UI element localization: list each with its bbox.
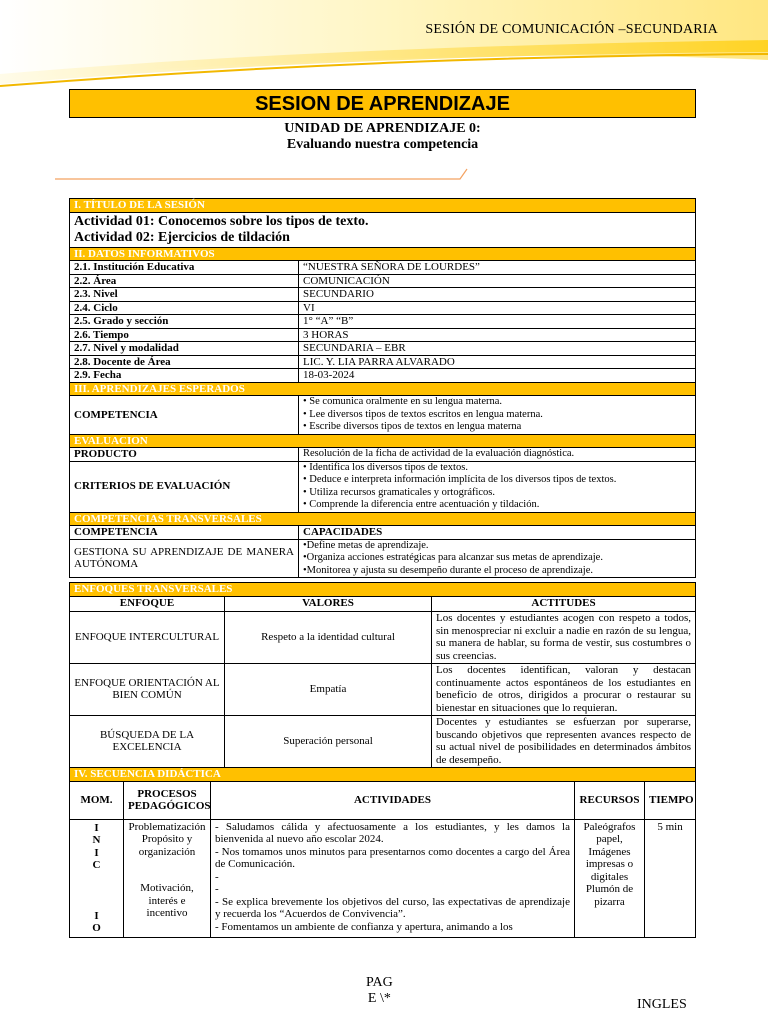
competencia-item: • Lee diversos tipos de textos escritos en lengua materna. [303, 408, 543, 420]
enfoques-table [69, 582, 696, 768]
secuencia-table [69, 767, 696, 938]
competencia-item: • Escribe diversos tipos de textos en lengua materna [303, 421, 522, 432]
unit-line-2: Evaluando nuestra competencia [286, 137, 479, 152]
recursos-cell: Paleógrafos papel, Imágenes impresas o digitales Plumón de pizarra [575, 819, 645, 937]
info-row: 2.3. Nivel SECUNDARIO [70, 288, 696, 302]
section-titulo: I. TÍTULO DE LA SESIÓN [70, 199, 696, 213]
criterios-label: CRITERIOS DE EVALUACIÓN [70, 461, 299, 512]
mom-cell: I N I C I O [70, 819, 124, 937]
tiempo-cell: 5 min [645, 819, 696, 937]
actividad-item: - [215, 870, 219, 883]
section-transversales: COMPETENCIAS TRANSVERSALES [70, 512, 696, 526]
enfoque-row: BÚSQUEDA DE LA EXCELENCIA Superación personal Docentes y estudiantes se esfuerzan por superarse, buscando objetivos que representen avances respecto de su actual nivel de posibilidades en determinados ámbitos de desempeño. [70, 715, 696, 767]
criterio-item: • Identifica los diversos tipos de textos. [303, 461, 468, 473]
enfoque-row: ENFOQUE ORIENTACIÓN AL BIEN COMÚN Empatía Los docentes identifican, valoran y destacan continuamente actos espontáneos de los estudiantes en beneficio de otros, dirigidos a procurar o restaurar su bienestar en situaciones que lo requieran. [70, 663, 696, 715]
criterio-item: • Comprende la diferencia entre acentuación y tildación. [303, 499, 540, 510]
section-aprendizajes: III. APRENDIZAJES ESPERADOS [70, 382, 696, 396]
capacidad-item: •Organiza acciones estratégicas para alcanzar sus metas de aprendizaje. [303, 552, 603, 563]
header-actividades: ACTIVIDADES [211, 781, 575, 819]
competencia-item: • Se comunica oralmente en su lengua materna. [303, 396, 503, 407]
header-recursos: RECURSOS [575, 781, 645, 819]
proceso-item: Propósito y organización [138, 833, 196, 858]
procesos-cell [124, 819, 211, 937]
info-row: 2.2. Área COMUNICACIÓN [70, 274, 696, 288]
transversal-col1: COMPETENCIA [70, 526, 299, 540]
activity-1: Actividad 01: Conocemos sobre los tipos de texto. [74, 213, 369, 229]
criterio-item: • Deduce e interpreta información implícita de los diversos tipos de textos. [303, 474, 617, 485]
proceso-item: Motivación, interés e incentivo [140, 882, 194, 919]
enfoques-header: ENFOQUE [70, 596, 225, 611]
info-row: 2.8. Docente de Área LIC. Y. LIA PARRA ALVARADO [70, 355, 696, 369]
header-mom: MOM. [70, 781, 124, 819]
actividad-item: - Saludamos cálida y afectuosamente a los estudiantes, y les damos la bienvenida al nuevo año escolar 2024. [215, 820, 570, 845]
enfoques-header: VALORES [225, 596, 432, 611]
competencia-label: COMPETENCIA [70, 396, 299, 435]
section-datos: II. DATOS INFORMATIVOS [70, 247, 696, 261]
producto-label: PRODUCTO [70, 448, 299, 462]
header-procesos: PROCESOS PEDAGÓGICOS [124, 781, 211, 819]
section-enfoques: ENFOQUES TRANSVERSALES [70, 583, 696, 597]
enfoques-header: ACTITUDES [432, 596, 696, 611]
actividad-item: - Fomentamos un ambiente de confianza y apertura, animando a los [215, 920, 513, 933]
footer-right-text: INGLES [637, 997, 687, 1012]
session-table [69, 198, 696, 578]
transversal-col2: CAPACIDADES [299, 526, 696, 540]
actividad-item: - Se explica brevemente los objetivos del curso, las expectativas de aprendizaje y recuerda los “Acuerdos de Convivencia”. [215, 895, 570, 920]
info-row: 2.1. Institución Educativa “NUESTRA SEÑORA DE LOURDES” [70, 261, 696, 275]
header-decoration [0, 0, 768, 88]
info-row: 2.7. Nivel y modalidad SECUNDARIA – EBR [70, 342, 696, 356]
capacidad-item: •Monitorea y ajusta su desempeño durante el proceso de aprendizaje. [303, 564, 593, 576]
section-evaluacion: EVALUACION [70, 434, 696, 448]
actividades-cell [211, 819, 575, 937]
info-row: 2.9. Fecha 18-03-2024 [70, 369, 696, 383]
capacidad-item: •Define metas de aprendizaje. [303, 539, 429, 551]
transversal-competencia: GESTIONA SU APRENDIZAJE DE MANERA AUTÓNOMA [70, 539, 299, 578]
header-tiempo: TIEMPO [645, 781, 696, 819]
header-text: SESIÓN DE COMUNICACIÓN –SECUNDARIA [425, 22, 718, 37]
header-swoosh [0, 0, 768, 88]
separator-line [55, 162, 475, 184]
activity-2: Actividad 02: Ejercicios de tildación [74, 229, 290, 245]
section-secuencia: IV. SECUENCIA DIDÁCTICA [70, 768, 696, 782]
producto-value: Resolución de la ficha de actividad de la evaluación diagnóstica. [299, 448, 696, 462]
info-row: 2.4. Ciclo VI [70, 301, 696, 315]
actividad-item: - Nos tomamos unos minutos para presentarnos como docentes a cargo del Área de Comunicación. [215, 845, 570, 870]
enfoque-row: ENFOQUE INTERCULTURAL Respeto a la identidad cultural Los docentes y estudiantes acogen con respeto a todos, sin menospreciar ni excluir a nadie en razón de su lengua, su manera de hablar, su forma de vestir, sus costumbres o sus creencias. [70, 611, 696, 663]
info-row: 2.6. Tiempo 3 HORAS [70, 328, 696, 342]
page-title: SESION DE APRENDIZAJE [69, 89, 696, 118]
actividad-item: - [215, 883, 219, 895]
unit-line-1: UNIDAD DE APRENDIZAJE 0: [284, 121, 481, 136]
proceso-item: Problematización [128, 820, 206, 833]
footer-page-field: PAG E \* [366, 975, 393, 1006]
criterio-item: • Utiliza recursos gramaticales y ortográficos. [303, 486, 496, 498]
info-row: 2.5. Grado y sección 1° “A” “B” [70, 315, 696, 329]
